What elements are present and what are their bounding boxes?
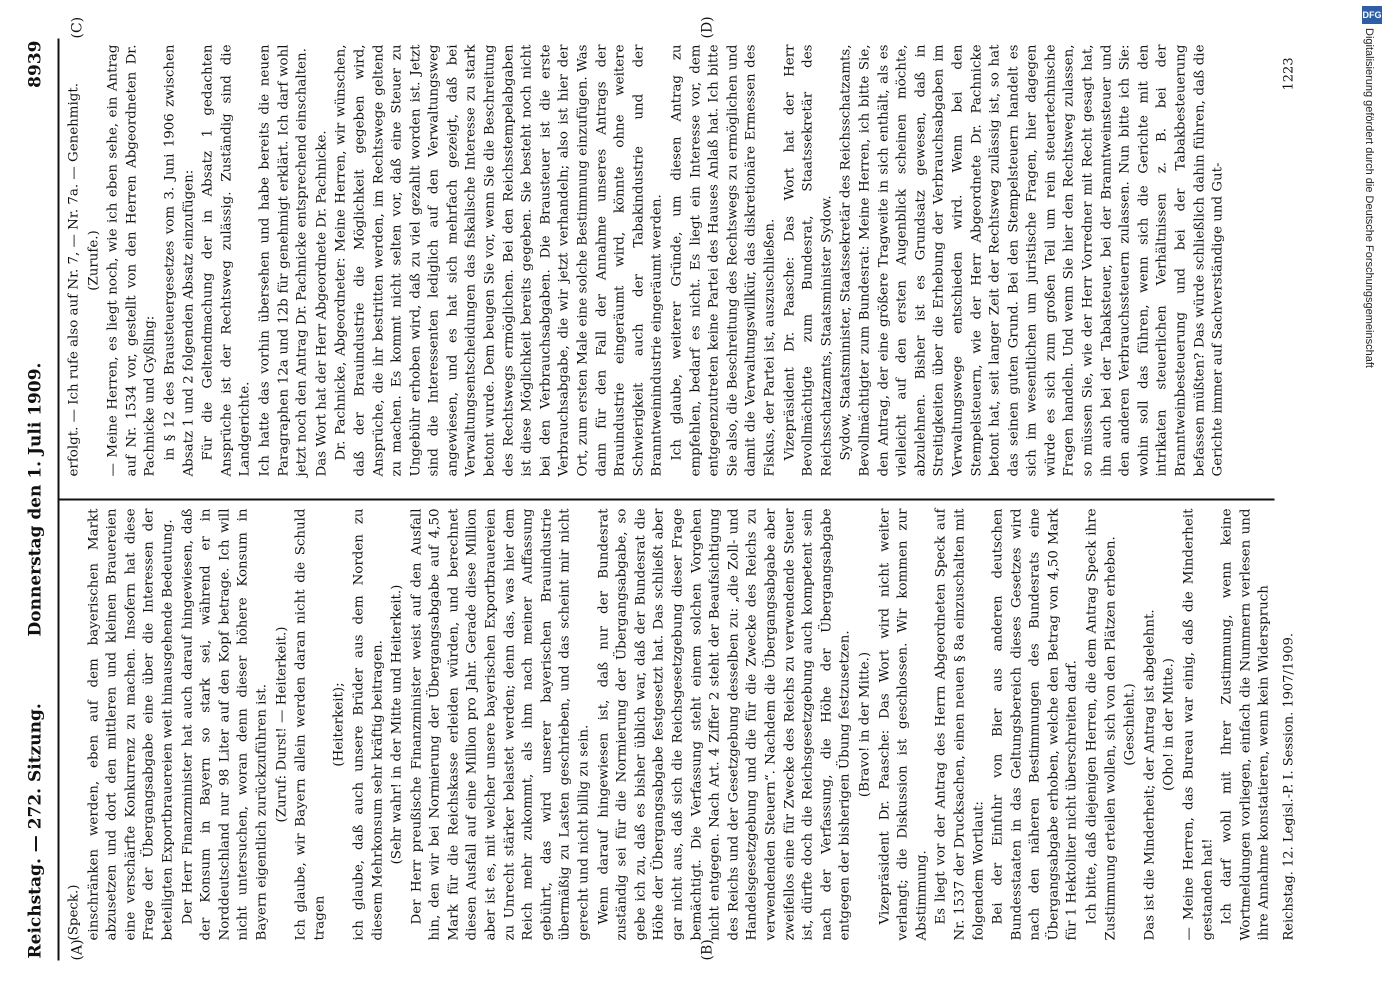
paragraph: Sydow, Staatsminister, Staatssekretär des Reichsschatzamts, Bevollmächtigter zum Bundesrat: Meine Herren, ich bitte Sie, den Antrag, der eine größere Tragweite in sich enthält, als es vielleicht auf den ersten Augenblick scheinen möchte, abzulehnen. Bisher ist es Grundsatz gewesen, daß in Streitigkeiten über die Erhebung der Verbrauchsabgaben im Verwaltungswege entschieden wird. Wenn bei den Stempelsteuern, wie der Herr Abgeordnete Dr. Pachnicke betont hat, seit langer Zeit der Rechtsweg zulässig ist, so hat das seinen guten Grund. Bei den Stempelsteuern handelt es sich im wesentlichen um juristische Fragen, hier dagegen würde es sich zum großen Teil um rein steuertechnische Fragen handeln. Und wenn Sie hier den Rechtsweg zulassen, so müssen Sie, wie der Herr Vorredner mit Recht gesagt hat, ihn auch bei der Tabaksteuer, bei der Branntweinsteuer und den anderen Verbrauchssteuern zulassen. Nun bitte ich Sie: wohin soll das führen, wenn sich die Gerichte mit den intrikaten steuerlichen Verhältnissen z. B. bei der Branntweinbesteuerung und bei der Tabakbesteuerung befassen müßten? Das würde schließlich dahin führen, daß die Gerichte immer auf Sachverständige und Gut- [838, 44, 1226, 477]
margin-letter-a: (A) [69, 939, 86, 961]
rotated-page-frame [0, 1, 1383, 1000]
paragraph: einschränken werden, eben auf dem bayerischen Markt abzusetzen und dort den mittleren und kleinen Brauereien eine verschärfte Konkurrenz zu machen. Insofern hat diese Frage der Übergangsabgabe eine über die Interessen der beteiligten Exportbrauereien weit hinausgehende Bedeutung. [86, 508, 176, 941]
paragraph: (Geschieht.) [1122, 683, 1138, 766]
paragraph: Der Herr Finanzminister hat auch darauf hingewiesen, daß der Konsum in Bayern so stark sei, während er in Norddeutschland nur 98 Liter auf den Kopf betrage. Ich will nicht untersuchen, woran denn dieser höhere Konsum in Bayern eigentlich zurückzuführen ist. [180, 508, 270, 941]
paragraph: (Zurufe.) [86, 230, 102, 291]
paragraph: Ich hatte das vorhin übersehen und habe bereits die neuen Paragraphen 12a und 12b für genehmigt erklärt. Ich darf wohl jetzt noch den Antrag Dr. Pachnicke entsprechend einschalten. [257, 44, 310, 477]
paragraph: Ich darf wohl mit Ihrer Zustimmung, wenn keine Wortmeldungen vorliegen, einfach die Nummern verlesen und ihre Annahme konstatieren, wenn kein Widerspruch [1219, 508, 1272, 941]
dfg-credit: Digitalisierung gefördert durch die Deutsche Forschungsgemeinschaft [1363, 28, 1375, 368]
left-text-column [66, 509, 1276, 941]
margin-letter-d: (D) [699, 16, 716, 39]
paragraph: — Meine Herren, das Bureau war einig, daß die Minderheit gestanden hat! [1181, 508, 1216, 941]
paragraph: ich glaube, daß auch unsere Brüder aus dem Norden zu diesem Mehrkonsum sehr kräftig beitragen. [351, 508, 385, 941]
footer-session: Reichstag. 12. Legisl.-P. I. Session. 1907/1909. [1281, 632, 1297, 941]
paragraph: — Meine Herren, es liegt noch, wie ich eben sehe, ein Antrag auf Nr. 1534 vor, gestellt von den Herren Abgeordneten Dr. Pachnicke und Gyßling: [105, 44, 158, 477]
paragraph: Dr. Pachnicke, Abgeordneter: Meine Herren, wir wünschen, daß der Brauindustrie die Möglichkeit gegeben wird, Ansprüche, die ihr bestritten werden, im Rechtswege geltend zu machen. Es kommt nicht selten vor, daß eine Steuer zu Ungebühr erhoben wird, daß zu viel gezahlt worden ist. Jetzt sind die Interessenten lediglich auf den Verwaltungsweg angewiesen, und es hat sich mehrfach gezeigt, daß bei Verwaltungsentscheidungen das fiskalische Interesse zu stark betont wurde. Dem beugen Sie vor, wenn Sie die Beschreitung des Rechtswegs ermöglichen. Bei den Reichsstempelabgaben ist diese Möglichkeit bereits gegeben. Sie besteht noch nicht bei den Verbrauchsabgaben. Die Brausteuer ist die erste Verbrauchsabgabe, die wir jetzt verhandeln; also ist hier der Ort, zum ersten Male eine solche Bestimmung einzufügen. Was dann für den Fall der Annahme unseres Antrags der Brauindustrie eingeräumt wird, könnte ohne weitere Schwierigkeit auch der Tabakindustrie und der Branntweinindustrie eingeräumt werden. [333, 44, 665, 477]
margin-letter-c: (C) [69, 16, 86, 39]
page-header [26, 41, 52, 959]
page-content [0, 1, 1383, 1000]
dfg-logo: DFG [1362, 6, 1382, 24]
paragraph: (Speck.) [66, 884, 82, 941]
paragraph: in § 12 des Brausteuergesetzes vom 3. Juni 1906 zwischen Absatz 1 und 2 folgenden Absatz einzufügen: [162, 44, 197, 477]
column-divider [60, 499, 1275, 501]
paragraph: (Oho! in der Mitte.) [1161, 658, 1177, 792]
paragraph: Vizepräsident Dr. Paasche: Das Wort wird nicht weiter verlangt; die Diskussion ist geschlossen. Wir kommen zur Abstimmung. [877, 508, 930, 941]
paragraph: Es liegt vor der Antrag des Herrn Abgeordneten Speck auf Nr. 1537 der Drucksachen, einen neuen § 8a einzuschalten mit folgendem Wortlaut: [933, 508, 986, 941]
paragraph: Vizepräsident Dr. Paasche: Das Wort hat der Herr Bevollmächtigte zum Bundesrat, Staatssekretär des Reichsschatzamts, Staatsminister Sydow. [782, 44, 835, 477]
header-date: Donnerstag den 1. Juli 1909. [25, 362, 46, 637]
paragraph: (Heiterkeit); [331, 682, 347, 767]
footer-sheet-number: 1223 [1281, 57, 1297, 91]
page-number: 8939 [25, 40, 46, 88]
paragraph: (Bravo! in der Mitte.) [857, 651, 873, 798]
paragraph: Bei der Einfuhr von Bier aus anderen deutschen Bundesstaaten in das Geltungsbereich dieses Gesetzes wird nach den näheren Bestimmungen des Bundesrats eine Übergangsabgabe erhoben, welche den Betrag von 4,50 Mark für 1 Hektoliter nicht überschreiten darf. [990, 508, 1080, 941]
paragraph: erfolgt. — Ich rufe also auf Nr. 7, — Nr. 7a. — Genehmigt. [66, 83, 82, 477]
paragraph: (Sehr wahr! in der Mitte und Heiterkeit.) [389, 584, 405, 865]
paragraph: Ich glaube, weiterer Gründe, um diesen Antrag zu empfehlen, bedarf es nicht. Es liegt ein Interesse vor, dem entgegenzutreten keine Partei des Hauses Anlaß hat. Ich bitte Sie also, die Beschreitung des Rechtswegs zu ermöglichen und damit die Verwaltungswillkür, das diskretionäre Ermessen des Fiskus, der Partei ist, auszuschließen. [669, 44, 778, 477]
paragraph: Ich bitte, daß diejenigen Herren, die dem Antrag Speck ihre Zustimmung erteilen wollen, sich von den Plätzen erheben. [1084, 508, 1119, 941]
paragraph: Für die Geltendmachung der in Absatz 1 gedachten Ansprüche ist der Rechtsweg zulässig. Zuständig sind die Landgerichte. [200, 44, 253, 477]
paragraph: Das Wort hat der Herr Abgeordnete Dr. Pachnicke. [314, 130, 330, 477]
paragraph: Das ist die Minderheit; der Antrag ist abgelehnt. [1142, 609, 1158, 941]
header-left: Reichstag. — 272. Sitzung. [25, 703, 46, 959]
paragraph: (Zuruf: Durst! — Heiterkeit.) [274, 626, 290, 823]
paragraph: Ich glaube, wir Bayern allein werden daran nicht die Schuld tragen [293, 508, 328, 941]
paragraph: Der Herr preußische Finanzminister weist auf den Ausfall hin, den wir bei Normierung der Übergangsabgabe auf 4,50 Mark für die Reichskasse erleiden würden, und berechnet diesen Ausfall auf eine Million pro Jahr. Gerade diese Million aber ist es, mit welcher unsere bayerischen Exportbrauereien zu Unrecht stärker belastet werden; denn das, was hier dem Reich mehr zukommt, als ihm nach meiner Auffassung gebührt, das wird unserer bayerischen Brauindustrie übermäßig zu Lasten geschrieben, und das scheint mir nicht gerecht und nicht billig zu sein. [409, 508, 592, 941]
right-text-column [66, 45, 1230, 477]
margin-letter-b: (B) [699, 939, 716, 961]
paragraph: Wenn darauf hingewiesen ist, daß nur der Bundesrat zuständig sei für die Normierung der Übergangsabgabe, so gebe ich zu, daß es bisher üblich war, daß der Bundesrat die Höhe der Übergangsabgabe festgesetzt hat. Das schließt aber gar nicht aus, daß sich die Reichsgesetzgebung dieser Frage bemächtigt. Die Verfassung steht einem solchen Vorgehen nicht entgegen. Nach Art. 4 Ziffer 2 steht der Beaufsichtigung des Reichs und der Gesetzgebung desselben zu: „die Zoll- und Handelsgesetzgebung und die für die Zwecke des Reichs zu verwendenden Steuern“. Nachdem die Übergangsabgabe aber zweifellos eine für Zwecke des Reichs zu verwendende Steuer ist, dürfte doch die Reichsgesetzgebung auch kompetent sein nach der Verfassung, die Höhe der Übergangsabgabe entgegen der bisherigen Übung festzusetzen. [596, 508, 853, 941]
